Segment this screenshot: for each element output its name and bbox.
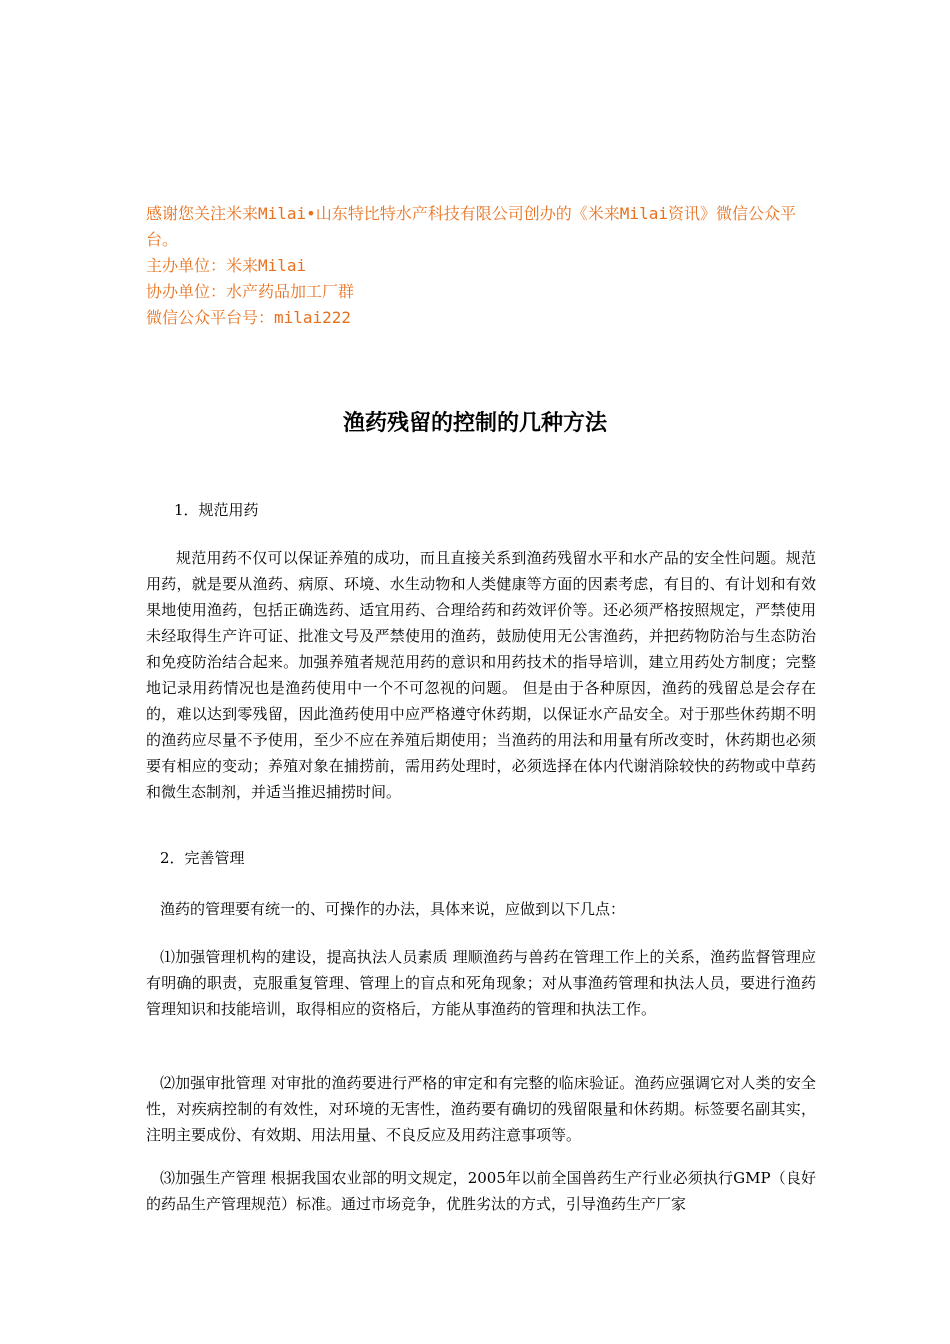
section-1-heading: 1．规范用药: [174, 501, 259, 519]
section-2-paragraph: 渔药的管理要有统一的、可操作的办法，具体来说，应做到以下几点：: [160, 900, 626, 918]
management-item-3: ⑶加强生产管理 根据我国农业部的明文规定，2005年以前全国兽药生产行业必须执行GMP（良好的药品生产管理规范）标准。通过市场竞争，优胜劣汰的方式，引导渔药生产厂家: [146, 1169, 816, 1213]
section-2-heading: 2．完善管理: [160, 849, 245, 867]
document-title: 渔药残留的控制的几种方法: [342, 411, 607, 436]
intro-co-host-unit: 协办单位：水产药品加工厂群: [146, 282, 355, 301]
intro-block: [146, 201, 816, 331]
management-item-1: ⑴加强管理机构的建设，提高执法人员素质 理顺渔药与兽药在管理工作上的关系，渔药监督管理应有明确的职责，克服重复管理、管理上的盲点和死角现象；对从事渔药管理和执法人员，要进行渔药管理知识和技能培训，取得相应的资格后，方能从事渔药的管理和执法工作。: [146, 948, 816, 1018]
intro-host-unit: 主办单位：米来Milai: [146, 256, 307, 275]
intro-wechat-id: 微信公众平台号：milai222: [146, 308, 352, 327]
section-1-paragraph: 规范用药不仅可以保证养殖的成功，而且直接关系到渔药残留水平和水产品的安全性问题。规范用药，就是要从渔药、病原、环境、水生动物和人类健康等方面的因素考虑，有目的、有计划和有效果地使用渔药，包括正确选药、适宜用药、合理给药和药效评价等。还必须严格按照规定，严禁使用未经取得生产许可证、批准文号及严禁使用的渔药，鼓励使用无公害渔药，并把药物防治与生态防治和免疫防治结合起来。加强养殖者规范用药的意识和用药技术的指导培训，建立用药处方制度；完整地记录用药情况也是渔药使用中一个不可忽视的问题。 但是由于各种原因，渔药的残留总是会存在的，难以达到零残留，因此渔药使用中应严格遵守休药期，以保证水产品安全。对于那些休药期不明的渔药应尽量不予使用，至少不应在养殖后期使用；当渔药的用法和用量有所改变时，休药期也必须要有相应的变动；养殖对象在捕捞前，需用药处理时，必须选择在体内代谢消除较快的药物或中草药和微生态制剂，并适当推迟捕捞时间。: [146, 549, 816, 801]
intro-thanks-text: 感谢您关注米来Milai•山东特比特水产科技有限公司创办的《米来Milai资讯》微信公众平台。: [146, 204, 796, 249]
management-item-2: ⑵加强审批管理 对审批的渔药要进行严格的审定和有完整的临床验证。渔药应强调它对人类的安全性，对疾病控制的有效性，对环境的无害性，渔药要有确切的残留限量和休药期。标签要名副其实，注明主要成份、有效期、用法用量、不良反应及用药注意事项等。: [146, 1074, 816, 1144]
